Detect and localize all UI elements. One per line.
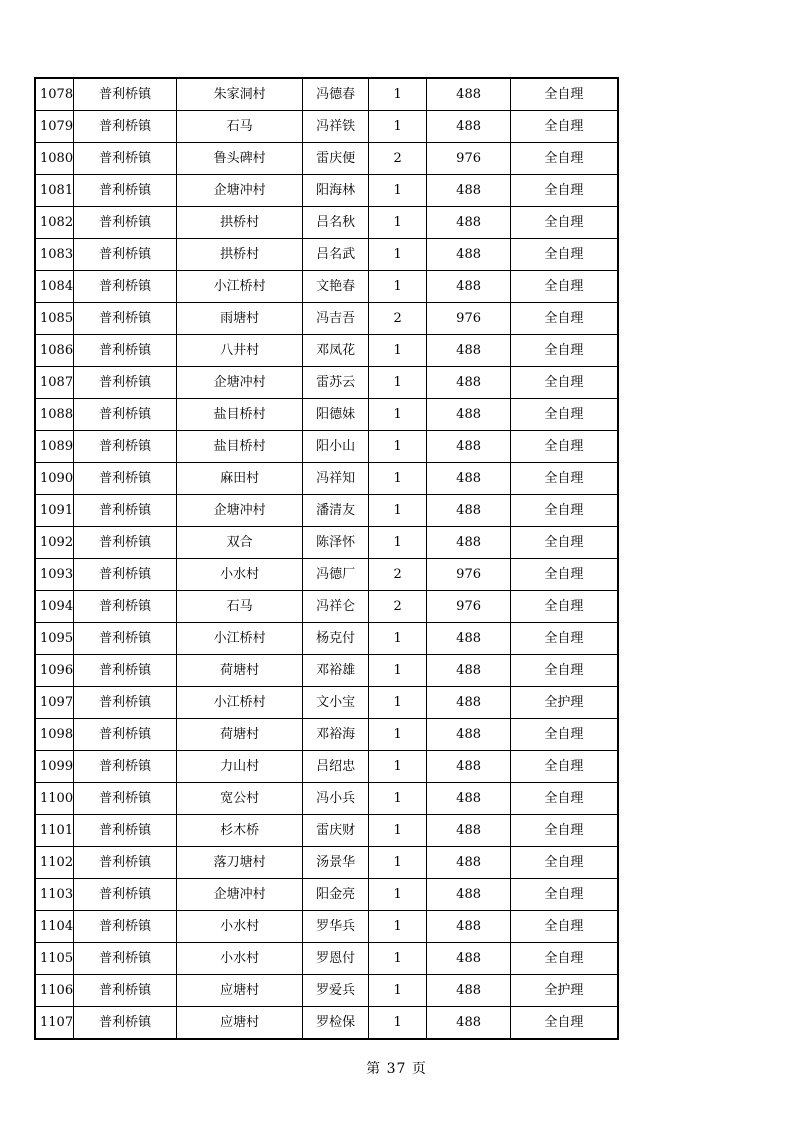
serial-number-cell: 1086	[35, 335, 74, 367]
table-row	[35, 303, 618, 335]
town-cell: 普利桥镇	[74, 559, 177, 591]
count-cell: 1	[369, 335, 427, 367]
table-row	[35, 463, 618, 495]
person-name-cell: 罗爱兵	[303, 975, 369, 1007]
town-cell: 普利桥镇	[74, 911, 177, 943]
person-name-cell: 文艳春	[303, 271, 369, 303]
serial-number-cell: 1097	[35, 687, 74, 719]
care-type-cell: 全自理	[511, 1007, 618, 1040]
person-name-cell: 杨克付	[303, 623, 369, 655]
table-row	[35, 719, 618, 751]
person-name-cell: 邓裕海	[303, 719, 369, 751]
village-cell: 鲁头碑村	[177, 143, 303, 175]
person-name-cell: 雷庆便	[303, 143, 369, 175]
town-cell: 普利桥镇	[74, 431, 177, 463]
serial-number-cell: 1098	[35, 719, 74, 751]
care-type-cell: 全自理	[511, 431, 618, 463]
count-cell: 1	[369, 623, 427, 655]
person-name-cell: 陈泽怀	[303, 527, 369, 559]
count-cell: 1	[369, 847, 427, 879]
count-cell: 1	[369, 1007, 427, 1040]
amount-cell: 488	[427, 527, 511, 559]
person-name-cell: 吕名武	[303, 239, 369, 271]
table-row	[35, 367, 618, 399]
serial-number-cell: 1082	[35, 207, 74, 239]
count-cell: 1	[369, 943, 427, 975]
count-cell: 1	[369, 975, 427, 1007]
count-cell: 1	[369, 719, 427, 751]
person-name-cell: 冯祥知	[303, 463, 369, 495]
table-row	[35, 591, 618, 623]
care-type-cell: 全自理	[511, 367, 618, 399]
count-cell: 2	[369, 559, 427, 591]
amount-cell: 488	[427, 335, 511, 367]
care-type-cell: 全自理	[511, 911, 618, 943]
count-cell: 1	[369, 367, 427, 399]
amount-cell: 488	[427, 431, 511, 463]
person-name-cell: 雷庆财	[303, 815, 369, 847]
serial-number-cell: 1101	[35, 815, 74, 847]
table-row	[35, 431, 618, 463]
amount-cell: 488	[427, 495, 511, 527]
town-cell: 普利桥镇	[74, 175, 177, 207]
town-cell: 普利桥镇	[74, 495, 177, 527]
amount-cell: 488	[427, 623, 511, 655]
town-cell: 普利桥镇	[74, 815, 177, 847]
amount-cell: 488	[427, 271, 511, 303]
table-row	[35, 1007, 618, 1040]
village-cell: 荷塘村	[177, 655, 303, 687]
village-cell: 石马	[177, 591, 303, 623]
serial-number-cell: 1079	[35, 111, 74, 143]
village-cell: 双合	[177, 527, 303, 559]
town-cell: 普利桥镇	[74, 335, 177, 367]
amount-cell: 488	[427, 399, 511, 431]
care-type-cell: 全自理	[511, 175, 618, 207]
table-row	[35, 527, 618, 559]
village-cell: 落刀塘村	[177, 847, 303, 879]
serial-number-cell: 1100	[35, 783, 74, 815]
care-type-cell: 全自理	[511, 847, 618, 879]
town-cell: 普利桥镇	[74, 239, 177, 271]
amount-cell: 488	[427, 719, 511, 751]
care-type-cell: 全护理	[511, 975, 618, 1007]
village-cell: 宽公村	[177, 783, 303, 815]
village-cell: 石马	[177, 111, 303, 143]
village-cell: 企塘冲村	[177, 495, 303, 527]
village-cell: 力山村	[177, 751, 303, 783]
amount-cell: 488	[427, 175, 511, 207]
care-type-cell: 全自理	[511, 527, 618, 559]
town-cell: 普利桥镇	[74, 207, 177, 239]
village-cell: 企塘冲村	[177, 367, 303, 399]
count-cell: 1	[369, 687, 427, 719]
serial-number-cell: 1099	[35, 751, 74, 783]
town-cell: 普利桥镇	[74, 143, 177, 175]
count-cell: 2	[369, 143, 427, 175]
table-row	[35, 559, 618, 591]
table-row	[35, 783, 618, 815]
count-cell: 2	[369, 303, 427, 335]
count-cell: 1	[369, 78, 427, 111]
town-cell: 普利桥镇	[74, 527, 177, 559]
town-cell: 普利桥镇	[74, 975, 177, 1007]
amount-cell: 488	[427, 879, 511, 911]
care-type-cell: 全自理	[511, 751, 618, 783]
care-type-cell: 全自理	[511, 463, 618, 495]
person-name-cell: 罗华兵	[303, 911, 369, 943]
serial-number-cell: 1081	[35, 175, 74, 207]
table-row	[35, 911, 618, 943]
person-name-cell: 吕名秋	[303, 207, 369, 239]
serial-number-cell: 1107	[35, 1007, 74, 1040]
serial-number-cell: 1088	[35, 399, 74, 431]
count-cell: 1	[369, 271, 427, 303]
care-type-cell: 全护理	[511, 687, 618, 719]
care-type-cell: 全自理	[511, 559, 618, 591]
village-cell: 小江桥村	[177, 623, 303, 655]
count-cell: 1	[369, 527, 427, 559]
town-cell: 普利桥镇	[74, 463, 177, 495]
count-cell: 1	[369, 399, 427, 431]
town-cell: 普利桥镇	[74, 751, 177, 783]
serial-number-cell: 1087	[35, 367, 74, 399]
count-cell: 1	[369, 495, 427, 527]
count-cell: 1	[369, 207, 427, 239]
village-cell: 应塘村	[177, 975, 303, 1007]
care-type-cell: 全自理	[511, 271, 618, 303]
table-row	[35, 879, 618, 911]
town-cell: 普利桥镇	[74, 687, 177, 719]
table-row	[35, 495, 618, 527]
village-cell: 小水村	[177, 911, 303, 943]
amount-cell: 976	[427, 559, 511, 591]
amount-cell: 976	[427, 143, 511, 175]
town-cell: 普利桥镇	[74, 943, 177, 975]
table-row	[35, 943, 618, 975]
village-cell: 应塘村	[177, 1007, 303, 1040]
count-cell: 1	[369, 463, 427, 495]
amount-cell: 976	[427, 303, 511, 335]
table-row	[35, 271, 618, 303]
table-row	[35, 78, 618, 111]
amount-cell: 488	[427, 239, 511, 271]
care-type-cell: 全自理	[511, 655, 618, 687]
amount-cell: 488	[427, 975, 511, 1007]
table-row	[35, 335, 618, 367]
person-name-cell: 邓裕雄	[303, 655, 369, 687]
village-cell: 朱家洞村	[177, 78, 303, 111]
amount-cell: 488	[427, 111, 511, 143]
care-type-cell: 全自理	[511, 623, 618, 655]
count-cell: 1	[369, 111, 427, 143]
count-cell: 1	[369, 783, 427, 815]
amount-cell: 488	[427, 655, 511, 687]
serial-number-cell: 1105	[35, 943, 74, 975]
care-type-cell: 全自理	[511, 399, 618, 431]
table-row	[35, 847, 618, 879]
count-cell: 1	[369, 431, 427, 463]
person-name-cell: 吕绍忠	[303, 751, 369, 783]
care-type-cell: 全自理	[511, 879, 618, 911]
count-cell: 2	[369, 591, 427, 623]
page-number: 第 37 页	[366, 1061, 427, 1077]
care-type-cell: 全自理	[511, 591, 618, 623]
table-body	[35, 78, 618, 1039]
care-type-cell: 全自理	[511, 78, 618, 111]
person-name-cell: 雷苏云	[303, 367, 369, 399]
town-cell: 普利桥镇	[74, 367, 177, 399]
amount-cell: 488	[427, 367, 511, 399]
table-row	[35, 175, 618, 207]
count-cell: 1	[369, 879, 427, 911]
serial-number-cell: 1096	[35, 655, 74, 687]
amount-cell: 488	[427, 751, 511, 783]
town-cell: 普利桥镇	[74, 111, 177, 143]
village-cell: 小水村	[177, 559, 303, 591]
serial-number-cell: 1094	[35, 591, 74, 623]
person-name-cell: 冯小兵	[303, 783, 369, 815]
person-name-cell: 冯吉吾	[303, 303, 369, 335]
serial-number-cell: 1083	[35, 239, 74, 271]
person-name-cell: 汤景华	[303, 847, 369, 879]
town-cell: 普利桥镇	[74, 399, 177, 431]
person-name-cell: 潘清友	[303, 495, 369, 527]
village-cell: 拱桥村	[177, 207, 303, 239]
person-name-cell: 冯德春	[303, 78, 369, 111]
village-cell: 盐目桥村	[177, 399, 303, 431]
person-name-cell: 冯祥铁	[303, 111, 369, 143]
town-cell: 普利桥镇	[74, 847, 177, 879]
care-type-cell: 全自理	[511, 943, 618, 975]
town-cell: 普利桥镇	[74, 879, 177, 911]
village-cell: 企塘冲村	[177, 175, 303, 207]
serial-number-cell: 1104	[35, 911, 74, 943]
table-row	[35, 111, 618, 143]
amount-cell: 488	[427, 1007, 511, 1040]
village-cell: 麻田村	[177, 463, 303, 495]
count-cell: 1	[369, 815, 427, 847]
town-cell: 普利桥镇	[74, 623, 177, 655]
serial-number-cell: 1080	[35, 143, 74, 175]
care-type-cell: 全自理	[511, 239, 618, 271]
town-cell: 普利桥镇	[74, 655, 177, 687]
amount-cell: 976	[427, 591, 511, 623]
village-cell: 盐目桥村	[177, 431, 303, 463]
person-name-cell: 邓凤花	[303, 335, 369, 367]
town-cell: 普利桥镇	[74, 271, 177, 303]
person-name-cell: 罗恩付	[303, 943, 369, 975]
village-cell: 雨塘村	[177, 303, 303, 335]
serial-number-cell: 1091	[35, 495, 74, 527]
person-name-cell: 冯德厂	[303, 559, 369, 591]
amount-cell: 488	[427, 463, 511, 495]
table-row	[35, 143, 618, 175]
care-type-cell: 全自理	[511, 495, 618, 527]
table-row	[35, 751, 618, 783]
person-name-cell: 冯祥仑	[303, 591, 369, 623]
amount-cell: 488	[427, 847, 511, 879]
serial-number-cell: 1085	[35, 303, 74, 335]
care-type-cell: 全自理	[511, 303, 618, 335]
person-name-cell: 阳金亮	[303, 879, 369, 911]
amount-cell: 488	[427, 911, 511, 943]
serial-number-cell: 1078	[35, 78, 74, 111]
care-type-cell: 全自理	[511, 335, 618, 367]
person-name-cell: 阳小山	[303, 431, 369, 463]
serial-number-cell: 1093	[35, 559, 74, 591]
amount-cell: 488	[427, 207, 511, 239]
village-cell: 企塘冲村	[177, 879, 303, 911]
person-name-cell: 阳海林	[303, 175, 369, 207]
table-row	[35, 207, 618, 239]
town-cell: 普利桥镇	[74, 783, 177, 815]
village-cell: 荷塘村	[177, 719, 303, 751]
count-cell: 1	[369, 751, 427, 783]
town-cell: 普利桥镇	[74, 303, 177, 335]
care-type-cell: 全自理	[511, 815, 618, 847]
serial-number-cell: 1102	[35, 847, 74, 879]
count-cell: 1	[369, 175, 427, 207]
care-type-cell: 全自理	[511, 111, 618, 143]
serial-number-cell: 1103	[35, 879, 74, 911]
table-row	[35, 815, 618, 847]
serial-number-cell: 1095	[35, 623, 74, 655]
amount-cell: 488	[427, 943, 511, 975]
count-cell: 1	[369, 239, 427, 271]
care-type-cell: 全自理	[511, 143, 618, 175]
serial-number-cell: 1089	[35, 431, 74, 463]
table-row	[35, 975, 618, 1007]
town-cell: 普利桥镇	[74, 78, 177, 111]
count-cell: 1	[369, 911, 427, 943]
table-row	[35, 239, 618, 271]
village-cell: 小江桥村	[177, 687, 303, 719]
table-row	[35, 655, 618, 687]
person-name-cell: 罗检保	[303, 1007, 369, 1040]
table-row	[35, 687, 618, 719]
town-cell: 普利桥镇	[74, 1007, 177, 1040]
serial-number-cell: 1106	[35, 975, 74, 1007]
amount-cell: 488	[427, 815, 511, 847]
village-cell: 八井村	[177, 335, 303, 367]
amount-cell: 488	[427, 783, 511, 815]
serial-number-cell: 1084	[35, 271, 74, 303]
table-row	[35, 399, 618, 431]
care-type-cell: 全自理	[511, 719, 618, 751]
serial-number-cell: 1092	[35, 527, 74, 559]
town-cell: 普利桥镇	[74, 719, 177, 751]
village-cell: 杉木桥	[177, 815, 303, 847]
count-cell: 1	[369, 655, 427, 687]
beneficiary-table	[34, 77, 619, 1040]
village-cell: 小江桥村	[177, 271, 303, 303]
town-cell: 普利桥镇	[74, 591, 177, 623]
serial-number-cell: 1090	[35, 463, 74, 495]
care-type-cell: 全自理	[511, 207, 618, 239]
care-type-cell: 全自理	[511, 783, 618, 815]
person-name-cell: 阳德妹	[303, 399, 369, 431]
village-cell: 拱桥村	[177, 239, 303, 271]
amount-cell: 488	[427, 78, 511, 111]
amount-cell: 488	[427, 687, 511, 719]
village-cell: 小水村	[177, 943, 303, 975]
table-row	[35, 623, 618, 655]
person-name-cell: 文小宝	[303, 687, 369, 719]
